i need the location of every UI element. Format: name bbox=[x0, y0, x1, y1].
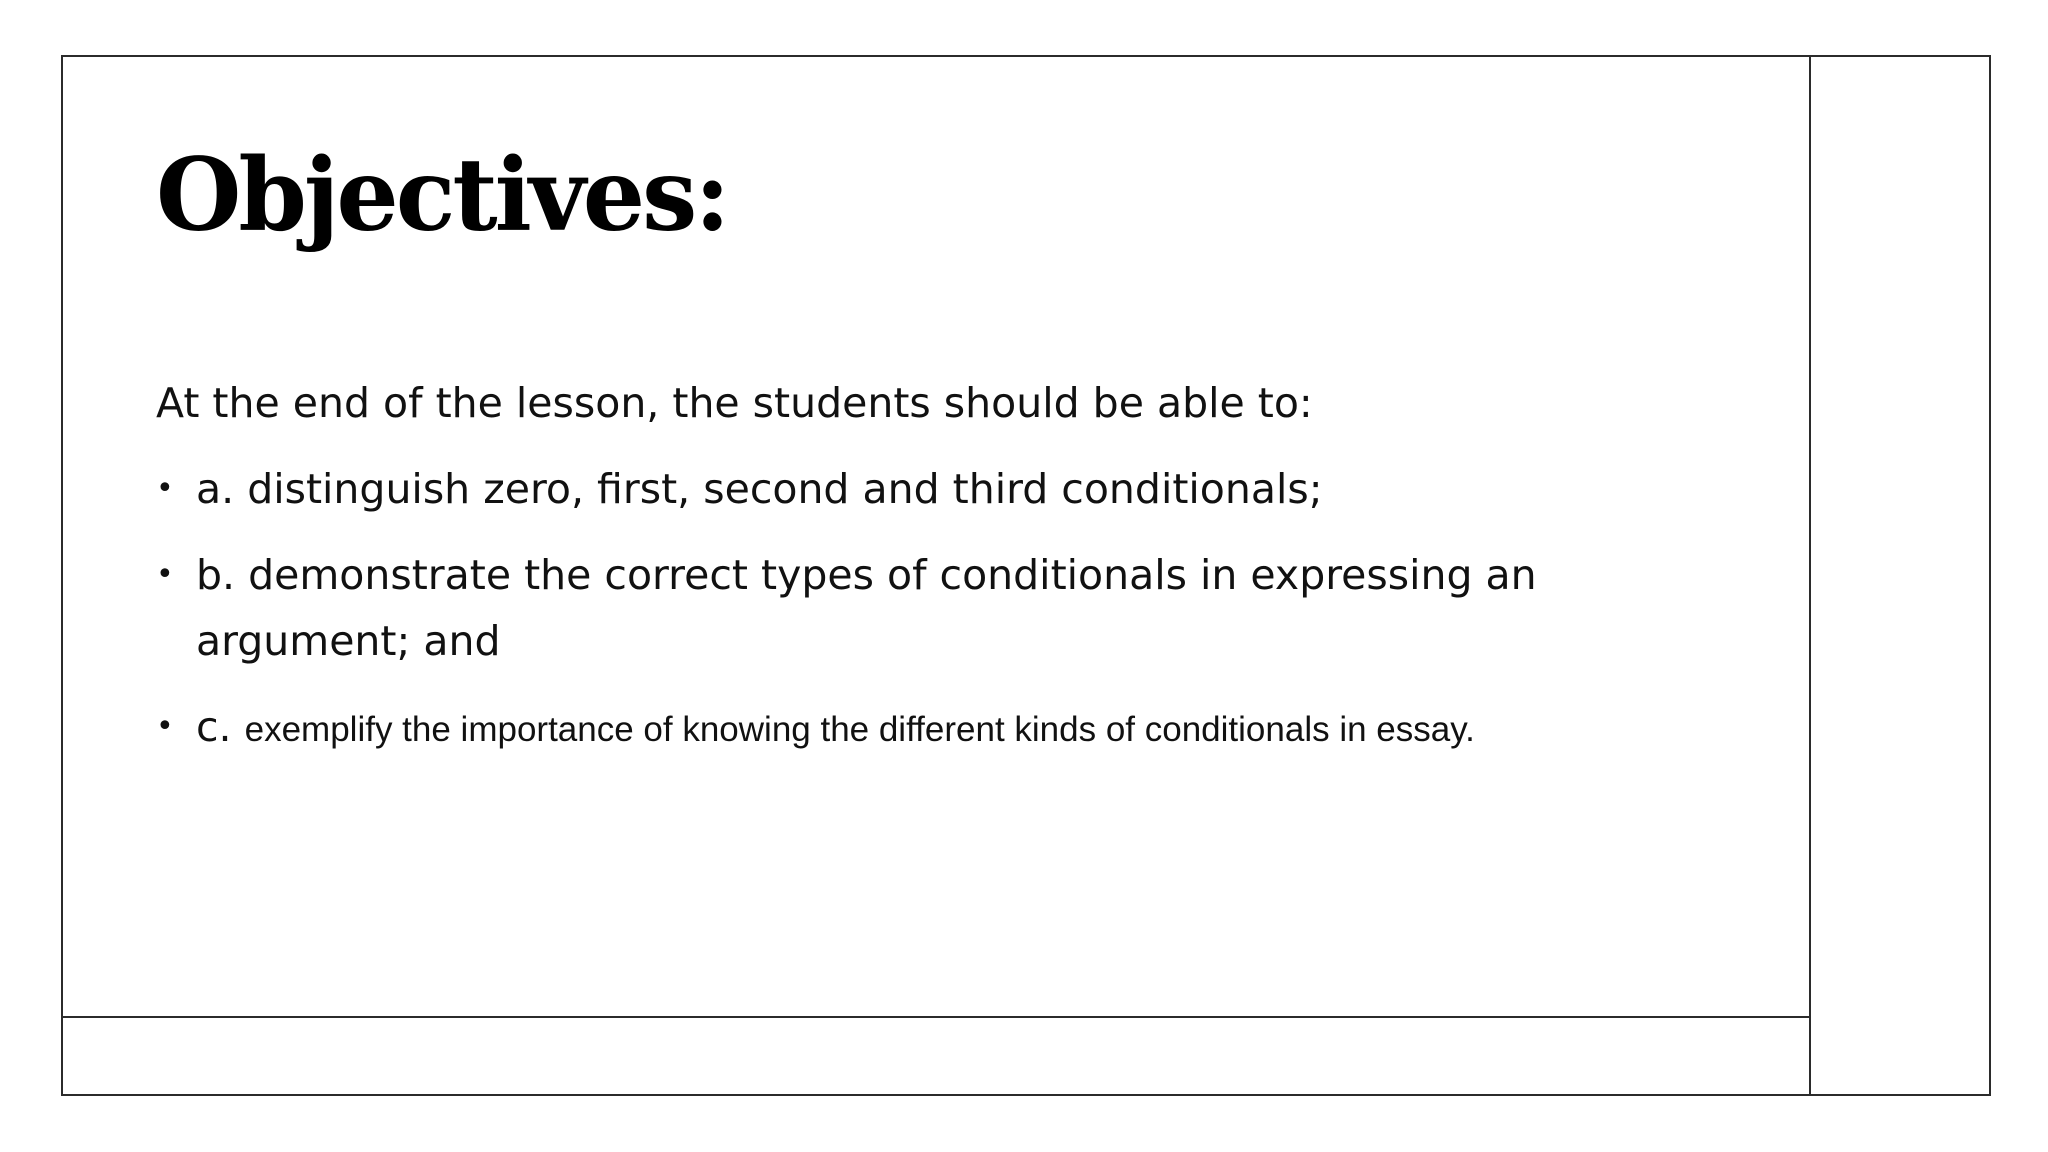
objectives-list bbox=[156, 456, 1756, 763]
objective-text: a. distinguish zero, first, second and third conditionals; bbox=[196, 465, 1323, 513]
bullet-icon: • bbox=[156, 709, 174, 744]
bullet-icon: • bbox=[156, 557, 174, 592]
objective-item-b bbox=[156, 542, 1756, 674]
objective-text: b. demonstrate the correct types of conditionals in expressing an argument; and bbox=[196, 551, 1537, 665]
intro-text: At the end of the lesson, the students should be able to: bbox=[156, 379, 1313, 427]
objective-text: exemplify the importance of knowing the different kinds of conditionals in essay. bbox=[244, 710, 1475, 749]
slide-divider-vertical bbox=[1809, 55, 1811, 1096]
slide-title: Objectives: bbox=[156, 136, 728, 255]
objective-item-c bbox=[156, 694, 1756, 763]
slide-divider-horizontal bbox=[61, 1016, 1810, 1018]
slide-content bbox=[156, 374, 1756, 783]
objective-lead: c. bbox=[196, 703, 232, 751]
bullet-icon: • bbox=[156, 471, 174, 506]
objective-item-a bbox=[156, 456, 1756, 522]
